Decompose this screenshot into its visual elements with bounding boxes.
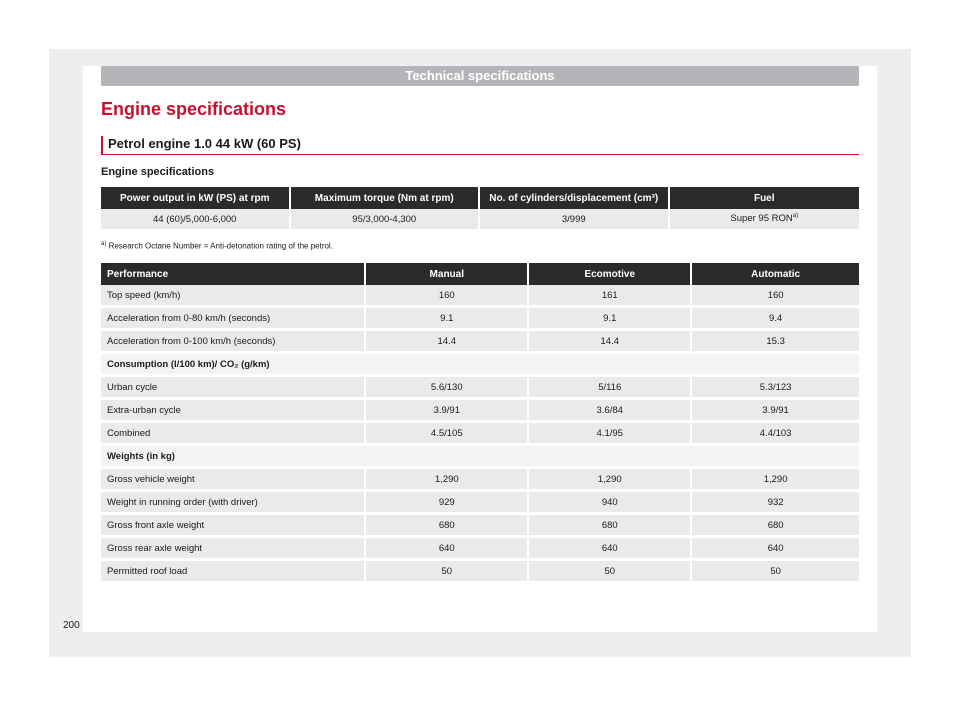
table-cell: 640 (529, 538, 692, 561)
performance-table (101, 263, 859, 584)
table-cell: 1,290 (366, 469, 529, 492)
row-label: Gross rear axle weight (101, 538, 366, 561)
table-cell: 1,290 (529, 469, 692, 492)
table-row (101, 209, 859, 232)
column-header: Fuel (670, 187, 860, 209)
table-row (101, 561, 859, 584)
table-cell: 3.9/91 (366, 400, 529, 423)
footnote (101, 241, 333, 251)
table-cell: 640 (692, 538, 859, 561)
footnote-text: Research Octane Number = Anti-detonation rating of the petrol. (108, 241, 333, 251)
column-header: Maximum torque (Nm at rpm) (291, 187, 481, 209)
column-header: Manual (366, 263, 529, 285)
table-cell: 4.1/95 (529, 423, 692, 446)
engine-subtitle: Petrol engine 1.0 44 kW (60 PS) (108, 136, 301, 151)
table-cell: 9.1 (529, 308, 692, 331)
table-cell: 95/3,000-4,300 (291, 209, 481, 232)
table-cell: 5.3/123 (692, 377, 859, 400)
fuel-value: Super 95 RON (730, 213, 793, 225)
row-label: Top speed (km/h) (101, 285, 366, 308)
table-cell: 5/116 (529, 377, 692, 400)
table-cell: 9.4 (692, 308, 859, 331)
table-cell: 50 (366, 561, 529, 584)
table-cell: 15.3 (692, 331, 859, 354)
table-cell: 161 (529, 285, 692, 308)
table-cell: 50 (692, 561, 859, 584)
table-row (101, 492, 859, 515)
table-cell: 940 (529, 492, 692, 515)
column-header: Automatic (692, 263, 859, 285)
section-row (101, 354, 859, 377)
column-header: Power output in kW (PS) at rpm (101, 187, 291, 209)
table-cell: 3.6/84 (529, 400, 692, 423)
engine-spec-table (101, 187, 859, 232)
page-number: 200 (63, 620, 80, 631)
table-cell: 4.5/105 (366, 423, 529, 446)
row-label: Gross front axle weight (101, 515, 366, 538)
row-label: Permitted roof load (101, 561, 366, 584)
table-cell: 3/999 (480, 209, 670, 232)
table-cell: 680 (692, 515, 859, 538)
table-cell: 50 (529, 561, 692, 584)
table-cell: 160 (692, 285, 859, 308)
table-header-row (101, 187, 859, 209)
table-row (101, 538, 859, 561)
table-label: Engine specifications (101, 166, 215, 178)
row-label: Acceleration from 0-100 km/h (seconds) (101, 331, 366, 354)
column-header: Performance (101, 263, 366, 285)
table-cell: 1,290 (692, 469, 859, 492)
section-header-bar: Technical specifications (101, 66, 859, 86)
table-row (101, 285, 859, 308)
section-heading: Consumption (l/100 km)/ CO₂ (g/km) (101, 354, 859, 377)
section-heading: Weights (in kg) (101, 446, 859, 469)
table-row (101, 423, 859, 446)
table-cell: 4.4/103 (692, 423, 859, 446)
table-cell: 680 (366, 515, 529, 538)
row-label: Combined (101, 423, 366, 446)
table-cell-fuel (670, 209, 860, 232)
section-row (101, 446, 859, 469)
table-cell: 5.6/130 (366, 377, 529, 400)
table-row (101, 331, 859, 354)
table-row (101, 308, 859, 331)
table-row (101, 469, 859, 492)
row-label: Acceleration from 0-80 km/h (seconds) (101, 308, 366, 331)
row-label: Weight in running order (with driver) (101, 492, 366, 515)
table-row (101, 400, 859, 423)
table-row (101, 377, 859, 400)
column-header: Ecomotive (529, 263, 692, 285)
table-cell: 14.4 (366, 331, 529, 354)
table-cell: 160 (366, 285, 529, 308)
table-cell: 3.9/91 (692, 400, 859, 423)
footnote-marker: a) (792, 213, 799, 220)
table-cell: 9.1 (366, 308, 529, 331)
table-cell: 929 (366, 492, 529, 515)
row-label: Gross vehicle weight (101, 469, 366, 492)
page-title: Engine specifications (101, 99, 287, 119)
table-cell: 44 (60)/5,000-6,000 (101, 209, 291, 232)
row-label: Extra-urban cycle (101, 400, 366, 423)
table-cell: 640 (366, 538, 529, 561)
footnote-marker: a) (101, 241, 107, 247)
table-row (101, 515, 859, 538)
table-cell: 932 (692, 492, 859, 515)
column-header: No. of cylinders/displacement (cm³) (480, 187, 670, 209)
table-cell: 680 (529, 515, 692, 538)
table-cell: 14.4 (529, 331, 692, 354)
table-header-row (101, 263, 859, 285)
row-label: Urban cycle (101, 377, 366, 400)
